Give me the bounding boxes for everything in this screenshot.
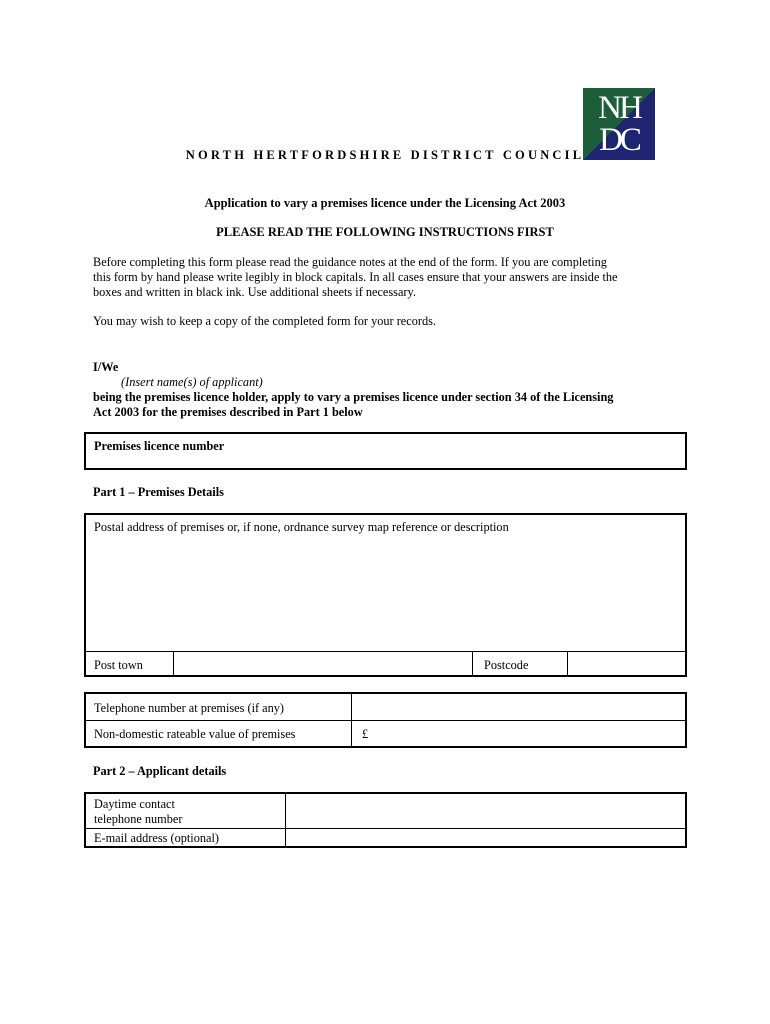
instructions-paragraph xyxy=(93,255,693,300)
iwe-label: I/We xyxy=(93,360,119,374)
postal-address-section xyxy=(84,513,687,677)
licence-number-label: Premises licence number xyxy=(94,439,225,453)
part2-heading: Part 2 – Applicant details xyxy=(93,764,227,778)
daytime-phone-label-line-1: Daytime contact xyxy=(94,797,175,811)
council-name: NORTH HERTFORDSHIRE DISTRICT COUNCIL xyxy=(185,148,585,162)
statement-line-1: being the premises licence holder, apply to vary a premises licence under section 34 of the Licensing xyxy=(93,390,614,404)
applicant-statement xyxy=(93,390,713,420)
daytime-phone-input[interactable] xyxy=(286,794,685,828)
form-title: Application to vary a premises licence under the Licensing Act 2003 xyxy=(204,196,566,210)
postcode-label: Postcode xyxy=(484,658,529,672)
instructions-line-2: this form by hand please write legibly in block capitals. In all cases ensure that your answers are inside the xyxy=(93,270,618,284)
daytime-phone-label-line-2: telephone number xyxy=(94,812,183,826)
part1-heading: Part 1 – Premises Details xyxy=(93,485,224,499)
daytime-phone-label xyxy=(94,797,182,827)
divider xyxy=(472,651,473,675)
post-town-input[interactable] xyxy=(174,652,472,675)
rateable-value-input[interactable] xyxy=(352,721,685,746)
instructions-heading: PLEASE READ THE FOLLOWING INSTRUCTIONS FIRST xyxy=(216,225,554,239)
postcode-input[interactable] xyxy=(568,652,685,675)
instructions-line-3: boxes and written in black ink. Use additional sheets if necessary. xyxy=(93,285,416,299)
rateable-value-label: Non-domestic rateable value of premises xyxy=(94,727,296,741)
statement-line-2: Act 2003 for the premises described in Part 1 below xyxy=(93,405,363,419)
logo-text-bottom: DC xyxy=(599,122,639,158)
logo-text-top: NH xyxy=(598,90,640,126)
copy-note: You may wish to keep a copy of the completed form for your records. xyxy=(93,314,436,328)
postal-address-input[interactable] xyxy=(86,515,685,651)
telephone-label: Telephone number at premises (if any) xyxy=(94,701,285,715)
postal-address-label: Postal address of premises or, if none, ordnance survey map reference or description xyxy=(94,520,509,534)
email-input[interactable] xyxy=(286,829,685,846)
licence-number-field[interactable] xyxy=(84,432,687,470)
pound-sign: £ xyxy=(362,727,369,741)
email-label: E-mail address (optional) xyxy=(94,831,219,845)
insert-names-hint: (Insert name(s) of applicant) xyxy=(121,375,263,389)
telephone-input[interactable] xyxy=(352,694,685,720)
post-town-label: Post town xyxy=(94,658,143,672)
instructions-line-1: Before completing this form please read the guidance notes at the end of the form. If you are completing xyxy=(93,255,607,269)
premises-contact-section xyxy=(84,692,687,748)
applicant-details-section xyxy=(84,792,687,848)
